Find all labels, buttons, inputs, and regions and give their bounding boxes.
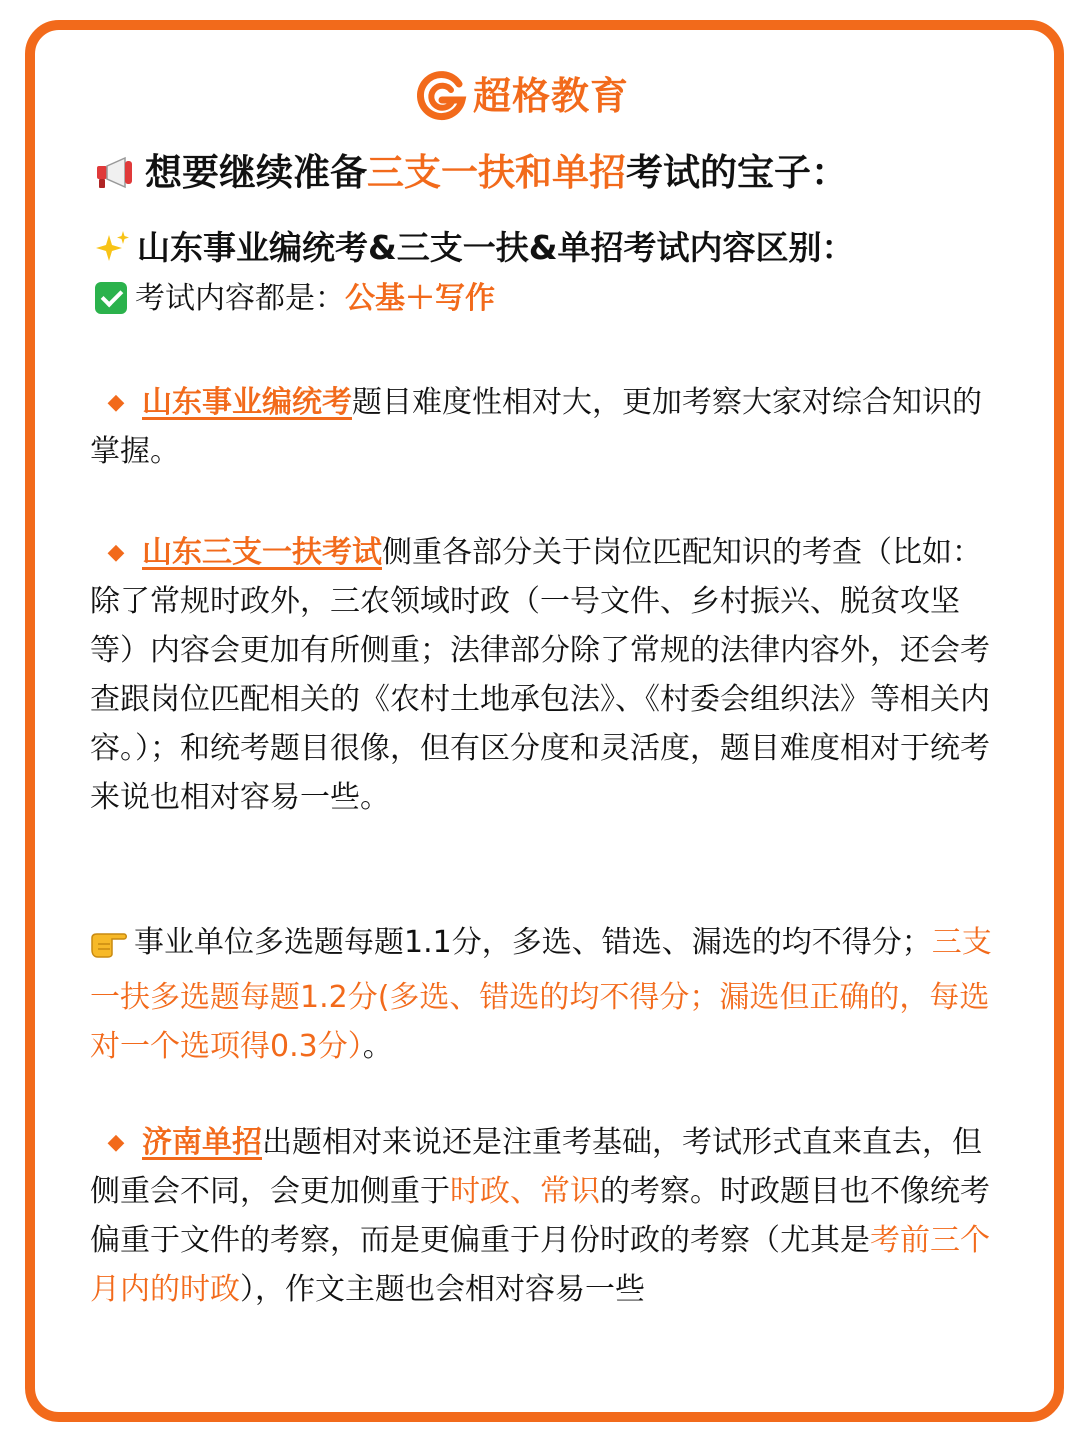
subheading-text: 山东事业编统考&三支一扶&单招考试内容区别：	[137, 228, 855, 267]
section-title: 济南单招	[142, 1125, 262, 1160]
section-title: 山东三支一扶考试	[142, 535, 382, 570]
jinan-text-1: 出题相对来说还是注重考基础，考试形式直来直去，但侧重会不同，会更加侧重于	[90, 1125, 982, 1209]
pointing-hand-icon	[90, 924, 128, 973]
brand-logo	[415, 68, 629, 124]
section-jinan-danzhao	[90, 1118, 995, 1314]
sparkles-icon	[95, 228, 131, 280]
diamond-bullet-icon: ◆	[107, 540, 125, 565]
section-body: 题目难度性相对大，更加考察大家对综合知识的掌握。	[90, 385, 982, 469]
jinan-text-3: ），作文主题也会相对容易一些	[240, 1272, 645, 1307]
jinan-highlight-1: 时政、常识	[450, 1174, 600, 1209]
diamond-bullet-icon: ◆	[107, 1130, 125, 1155]
check-mark-button-icon	[95, 282, 127, 314]
headline-highlight: 三支一扶和单招	[367, 151, 626, 194]
diamond-bullet-icon: ◆	[107, 390, 125, 415]
scoring-part2: 三支一扶多选题每题1.2分(多选、错选的均不得分；漏选但正确的，每选对一个选项得0.3分）	[90, 925, 992, 1064]
headline	[95, 145, 848, 207]
exam-content-value: 公基＋写作	[345, 281, 495, 316]
scoring-part1: 事业单位多选题每题1.1分，多选、错选、漏选的均不得分；	[134, 925, 932, 960]
jinan-text-2: 的考察。时政题目也不像统考偏重于文件的考察，而是更偏重于月份时政的考察（尤其是	[90, 1174, 990, 1258]
scoring-part3: 。	[362, 1029, 393, 1064]
brand-logo-icon	[415, 70, 467, 122]
brand-name: 超格教育	[473, 74, 630, 118]
headline-post: 考试的宝子：	[626, 151, 848, 194]
subheading	[95, 222, 855, 280]
section-shandong-unified	[90, 378, 995, 476]
headline-pre: 想要继续准备	[145, 151, 367, 194]
section-shandong-sanzhiyifu	[90, 528, 995, 822]
section-title: 山东事业编统考	[142, 385, 352, 420]
megaphone-icon	[95, 151, 139, 207]
jinan-highlight-2: 考前三个月内的时政	[90, 1223, 990, 1307]
section-body: 侧重各部分关于岗位匹配知识的考查（比如：除了常规时政外，三农领域时政（一号文件、乡村振兴、脱贫攻坚等）内容会更加有所侧重；法律部分除了常规的法律内容外，还会考查跟岗位匹配相关的《农村土地承包法》、《村委会组织法》等相关内容。）；和统考题目很像，但有区分度和灵活度，题目难度相对于统考来说也相对容易一些。	[90, 535, 990, 815]
exam-content-line	[95, 274, 495, 324]
exam-content-label: 考试内容都是：	[135, 281, 345, 316]
scoring-paragraph	[90, 918, 995, 1071]
